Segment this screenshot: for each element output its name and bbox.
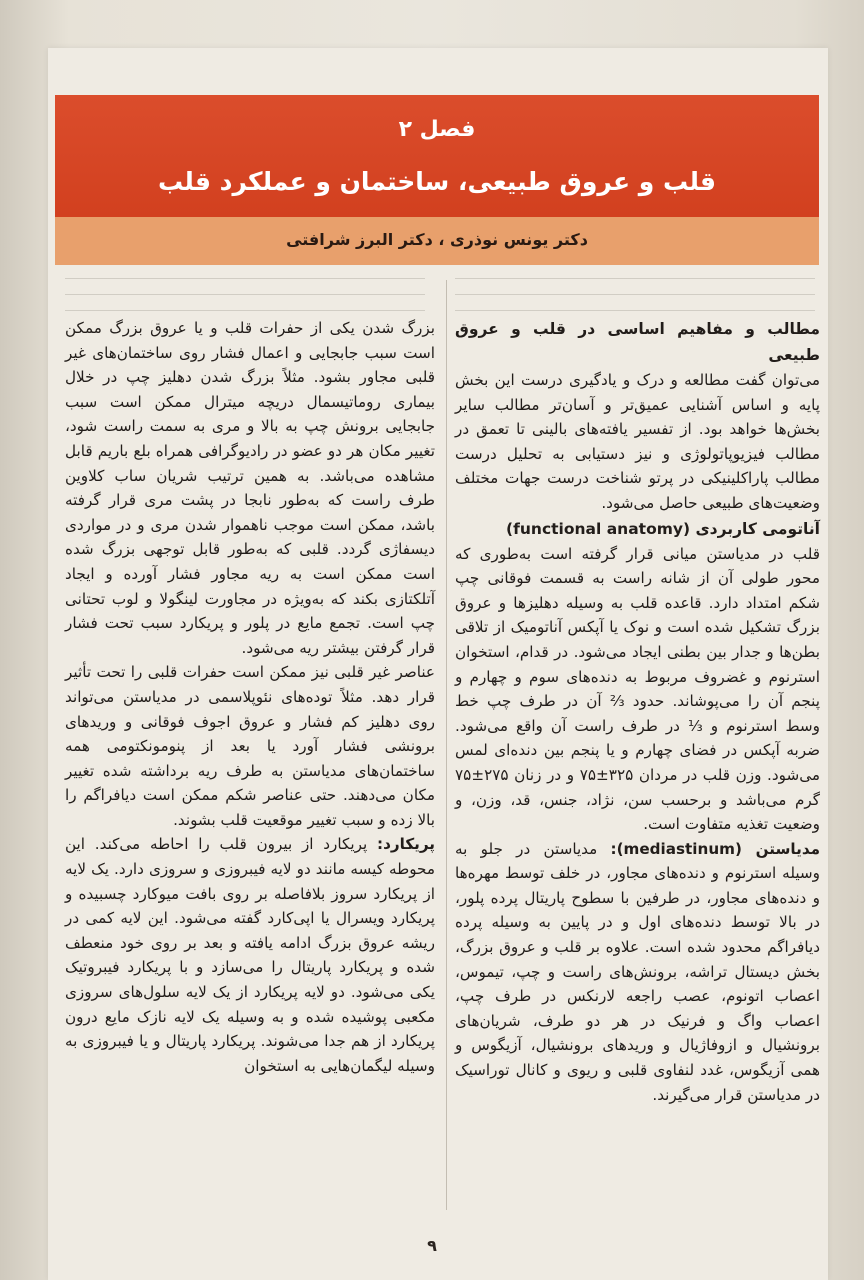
section-heading-concepts: مطالب و مفاهیم اساسی در قلب و عروق طبیعی [455,320,820,364]
right-column [455,316,820,1107]
paragraph-mediastinum [455,837,820,1108]
authors-band [55,217,819,265]
chapter-label: فصل ۲ [398,117,476,142]
inline-heading-mediastinum: مدیاستن (mediastinum): [610,839,820,858]
chapter-title: قلب و عروق طبیعی، ساختمان و عملکرد قلب [157,167,717,196]
mediastinum-text: مدیاستن در جلو به وسیله استرنوم و دنده‌های مجاور، در خلف توسط مهره‌ها و دنده‌های مجاور، در طرفین با سطوح پاریتال پرده پلور، در بالا توسط دنده‌های اول و در پایین به وسیله پرده دیافراگم محدود شده است. علاوه بر قلب و عروق بزرگ، بخش دیستال تراشه، برونش‌های راست و چپ، تیموس، اعصاب اتونوم، عصب راجعه لارنکس در طرف چپ، اعصاب واگ و فرنیک در هر دو طرف، شریان‌های برونشیال و ازوفاژیال و وریدهای برونشیال، آزیگوس و همی آزیگوس، غدد لنفاوی قلبی و ریوی و کانال توراسیک در مدیاستن قرار می‌گیرند. [455,839,820,1104]
section-heading-functional-anatomy: آناتومی کاربردی (functional anatomy) [506,519,820,538]
paragraph-enlargement: بزرگ شدن یکی از حفرات قلب و یا عروق بزرگ ممکن است سبب جابجایی و اعمال فشار روی ساختمان‌های غیر قلبی مجاور بشود. مثلاً بزرگ شدن دهلیز چپ در خلال بیماری روماتیسمال دریچه میترال ممکن است سبب جابجایی برونش چپ به بالا و مری به سمت راست شود، تغییر مکان هر دو عضو در رادیوگرافی همراه بلع باریم قابل مشاهده می‌باشد. به همین ترتیب شریان ساب کلاوین طرف راست که به‌طور نابجا در پشت مری قرار گرفته باشد، ممکن است موجب ناهموار شدن مری و در مواردی دیسفاژی گردد. قلبی که به‌طور قابل توجهی بزرگ شده است ممکن است به ریه مجاور فشار آورده و ایجاد آتلکتازی بکند که به‌ویژه در مجاورت لینگولا و لوب تحتانی چپ است. تجمع مایع در پلور و پریکارد سبب تحت فشار قرار گرفتن بیشتر ریه می‌شود. [65,319,435,657]
paragraph-concepts: می‌توان گفت مطالعه و درک و یادگیری درست این بخش پایه و اساس آشنایی عمیق‌تر و آسان‌تر مطالب سایر بخش‌ها خواهد بود. از تفسیر یافته‌های بالینی تا تعمق در مطالب فیزیوپاتولوژی و نیز دستیابی به تحلیل درست مطالب پاراکلینیکی در پرتو شناخت درست جهات مختلف وضعیت‌های طبیعی حاصل می‌شود. [455,371,820,512]
chapter-header [55,95,819,217]
left-column [65,316,435,1078]
inline-heading-pericardium: پریکارد: [377,835,435,854]
paragraph-functional-anatomy: قلب در مدیاستن میانی قرار گرفته است به‌طوری که محور طولی آن از شانه راست به قسمت فوقانی چپ شکم امتداد دارد. قاعده قلب به وسیله دهلیزها و عروق بزرگ تشکیل شده است و نوک یا آپکس آناتومیک از تلاقی بطن‌ها و جدار بین بطنی ایجاد می‌شود. در قدام، استخوان استرنوم و غضروف مربوط به دنده‌های سوم و چهارم و پنجم آن را می‌پوشاند. حدود ⅔ آن در طرف چپ خط وسط استرنوم و ⅓ در طرف راست آن واقع می‌شود. ضربه آپکس در فضای چهارم و یا پنجم بین دنده‌ای لمس می‌شود. وزن قلب در مردان ۳۲۵±۷۵ و در زنان ۲۷۵±۷۵ گرم می‌باشد و برحسب سن، نژاد، جنس، قد، وزن، و وضعیت تغذیه متفاوت است. [455,544,820,834]
authors-line: دکتر یونس نوذری ، دکتر البرز شرافتی [286,230,588,249]
bleed-through-text-right [455,268,815,316]
paragraph-noncardiac: عناصر غیر قلبی نیز ممکن است حفرات قلبی را تحت تأثیر قرار دهد. مثلاً توده‌های نئوپلاسمی در مدیاستن می‌تواند روی دهلیز کم فشار و عروق اجوف فوقانی و وریدهای برونشی فشار آورد یا بعد از پنومونکتومی همه ساختمان‌های مدیاستن به طرف ریه برداشته شده تغییر مکان می‌دهند. حتی عناصر شکم ممکن است دیافراگم را بالا زده و سبب تغییر موقعیت قلب بشوند. [65,663,435,829]
pericardium-text: پریکارد از بیرون قلب را احاطه می‌کند. این محوطه کیسه مانند دو لایه فیبروزی و سروزی دارد. یک لایه از پریکارد سروز بلافاصله بر روی بافت میوکارد چسبیده و پریکارد ویسرال یا اپی‌کارد گفته می‌شود. این لایه کمی در ریشه عروق بزرگ ادامه یافته و بعد بر روی خود منعطف شده و پریکارد پاریتال را می‌سازد و با پریکارد فیبروتیک یکی می‌شود. دو لایه پریکارد از یک لایه سلول‌های سروزی مکعبی پوشیده شده و به وسیله یک لایه نازک مایع درون پریکارد از هم جدا می‌شوند. پریکارد پاریتال و یا فیبروزی به وسیله لیگمان‌هایی به استخوان [65,835,435,1075]
bleed-through-text-left [65,268,425,316]
page-number: ۹ [427,1236,437,1255]
paragraph-pericardium [65,832,435,1078]
column-divider [446,280,447,1210]
